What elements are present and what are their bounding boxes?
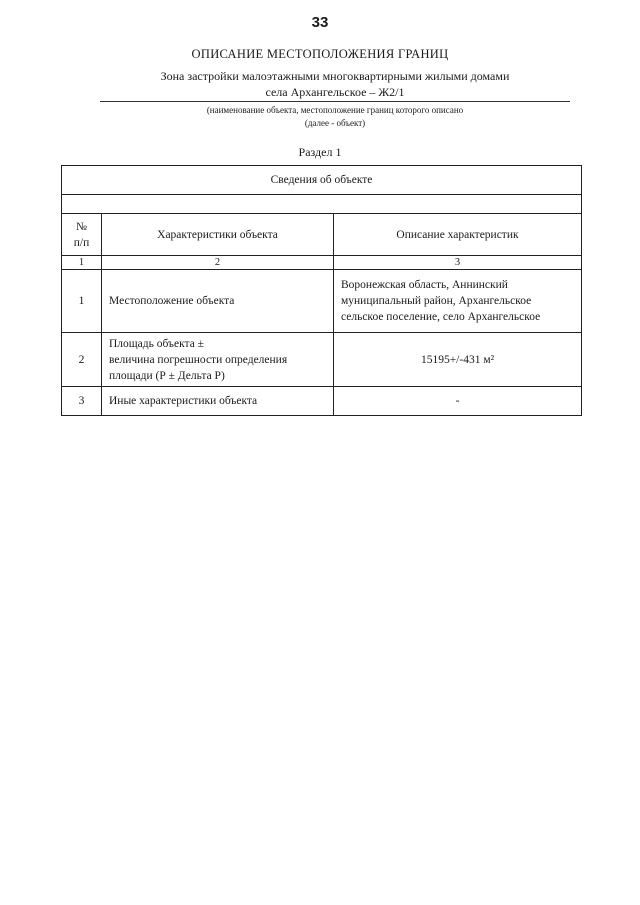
row-description: 15195+/-431 м² (334, 333, 582, 387)
document-title: ОПИСАНИЕ МЕСТОПОЛОЖЕНИЯ ГРАНИЦ (191, 47, 449, 61)
row-description (334, 270, 582, 333)
object-info-table (61, 165, 582, 416)
column-header-description: Описание характеристик (334, 214, 582, 256)
row-characteristic: Местоположение объекта (102, 270, 334, 333)
object-caption (100, 104, 570, 129)
column-header-characteristics: Характеристики объекта (102, 214, 334, 256)
table-header: Сведения об объекте (62, 166, 582, 195)
row-number: 2 (62, 333, 102, 387)
row-characteristic-line: величина погрешности определения (109, 353, 288, 366)
column-number-3: 3 (334, 256, 582, 270)
page-number: 33 (311, 14, 329, 31)
table-header-row (62, 166, 582, 195)
object-name-line-1: Зона застройки малоэтажными многоквартирными жилыми домами (160, 69, 510, 83)
object-name-line-2: села Архангельское – Ж2/1 (265, 85, 405, 99)
column-header-number (62, 214, 102, 256)
row-description: - (334, 387, 582, 416)
row-number: 1 (62, 270, 102, 333)
table-row (62, 387, 582, 416)
row-number: 3 (62, 387, 102, 416)
object-name (100, 68, 570, 102)
section-title: Раздел 1 (298, 145, 342, 159)
row-description-line: Воронежская область, Аннинский (341, 279, 508, 291)
row-characteristic-line: площади (Р ± Дельта Р) (109, 369, 225, 382)
column-number-1: 1 (62, 256, 102, 270)
row-characteristic (102, 333, 334, 387)
table-column-number-row (62, 256, 582, 270)
column-number-2: 2 (102, 256, 334, 270)
row-description-line: муниципальный район, Архангельское (341, 295, 532, 307)
table-column-header-row (62, 214, 582, 256)
object-caption-line-2: (далее - объект) (304, 117, 366, 128)
table-row (62, 270, 582, 333)
object-caption-line-1: (наименование объекта, местоположение границ которого описано (206, 105, 464, 115)
table-empty-cell (62, 195, 582, 214)
row-characteristic-line: Площадь объекта ± (109, 337, 204, 350)
column-header-number-line-2: п/п (73, 236, 90, 249)
table-row (62, 333, 582, 387)
row-description-line: сельское поселение, село Архангельское (341, 311, 541, 323)
table-empty-row (62, 195, 582, 214)
column-header-number-line-1: № (76, 220, 87, 233)
row-characteristic: Иные характеристики объекта (102, 387, 334, 416)
